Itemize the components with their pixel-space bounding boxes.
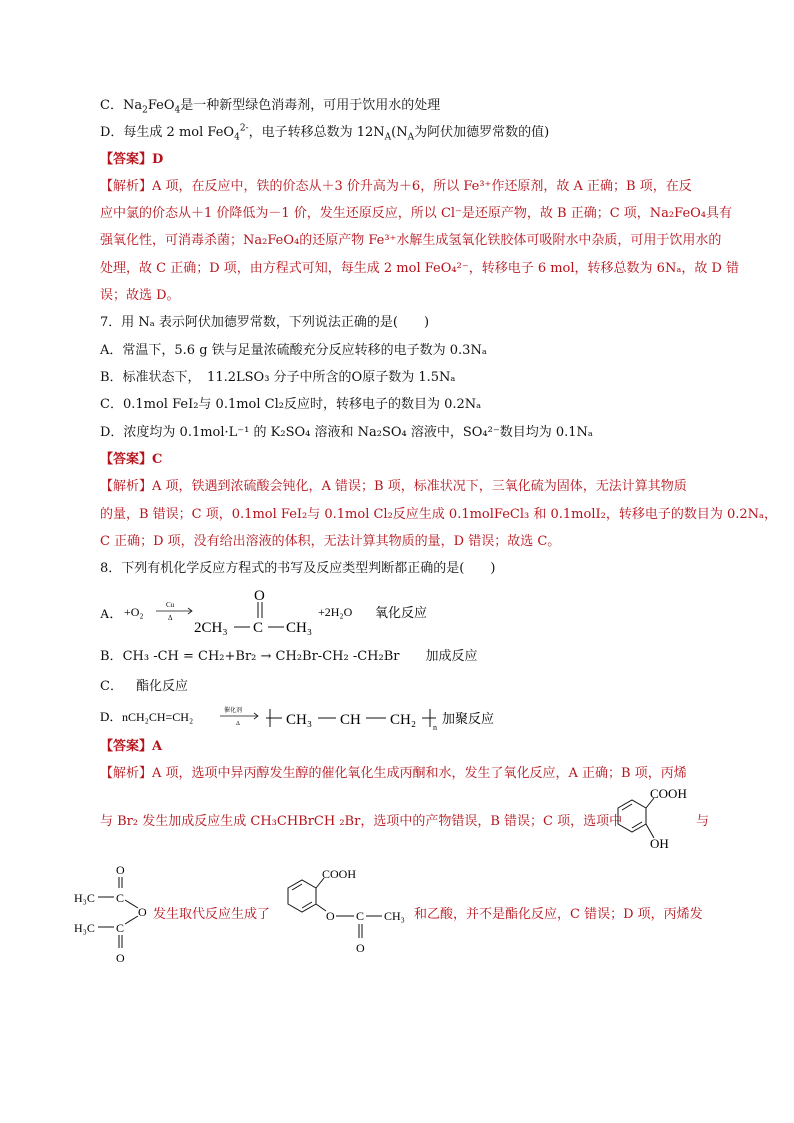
oh-group: OH	[650, 836, 669, 851]
heat-condition: Δ	[236, 721, 240, 727]
q7-option-c: C．0.1mol FeI₂与 0.1mol Cl₂反应时，转移电子的数目为 0.2Nₐ	[100, 397, 482, 412]
q8-stem: 8．下列有机化学反应方程式的书写及反应类型判断都正确的是( )	[100, 561, 496, 576]
option-label: D．	[100, 709, 123, 724]
q8-explanation-line: 【解析】A 项，选项中异丙醇发生醇的催化氧化生成丙酮和水，发生了氧化反应，A 正确；B 项，丙烯	[100, 766, 687, 781]
acetone-left: 2CH₃	[194, 620, 228, 636]
option-label: A．	[100, 606, 123, 621]
q6-explanation-line: 强氧化性，可消毒杀菌；Na₂FeO₄的还原产物 Fe³⁺水解生成氢氧化铁胶体可吸附水中杂质，可用于饮用水的	[100, 233, 722, 248]
acetic-anhydride-structure	[70, 858, 160, 968]
propene-reactant: nCH₂CH=CH₂	[122, 710, 194, 724]
carbonyl-oxygen: O	[254, 588, 265, 604]
q7-explanation-line: C 正确；D 项，没有给出溶液的体积，无法计算其物质的量，D 错误；故选 C。	[100, 534, 561, 549]
reaction-type: 加聚反应	[442, 711, 495, 726]
benzene-ring	[288, 880, 316, 912]
q7-stem: 7．用 Nₐ 表示阿伏加德罗常数，下列说法正确的是( )	[100, 315, 430, 330]
oxygen-bottom: O	[116, 951, 125, 965]
q7-option-d: D．浓度均为 0.1mol·L⁻¹ 的 K₂SO₄ 溶液和 Na₂SO₄ 溶液中，SO₄²⁻数目均为 0.1Nₐ	[100, 425, 593, 440]
q7-option-b: B．标准状态下， 11.2LSO₃ 分子中所含的O原子数为 1.5Nₐ	[100, 370, 456, 385]
carbon-bottom: C	[116, 921, 125, 935]
methyl: CH₃	[384, 909, 405, 923]
carbon-top: C	[116, 891, 125, 905]
q8-option-a-equation	[100, 586, 460, 638]
q7-explanation-line: 【解析】A 项，铁遇到浓硫酸会钝化，A 错误；B 项，标准状况下，三氧化硫为固体，无法计算其物质	[100, 479, 687, 494]
methyl-top: H₃C	[74, 891, 95, 905]
condition-top: Cu	[166, 601, 175, 609]
q6-explanation-line: 应中氯的价态从＋1 价降低为－1 价，发生还原反应，所以 Cl⁻是还原产物，故 B 正确；C 项，Na₂FeO₄具有	[100, 206, 733, 221]
q7-explanation-line: 的量，B 错误；C 项，0.1mol FeI₂与 0.1mol Cl₂反应生成 0.1molFeCl₃ 和 0.1molI₂，转移电子的数目为 0.2Nₐ，	[100, 507, 778, 522]
condition-bottom: Δ	[168, 614, 173, 622]
cooh-group: COOH	[322, 867, 357, 881]
q6-explanation-line: 【解析】A 项，在反应中，铁的价态从＋3 价升高为＋6，所以 Fe³⁺作还原剂，故 A 正确；B 项，在反	[100, 179, 692, 194]
acetone-right: CH₃	[286, 620, 313, 636]
oxygen-reactant: +O₂	[124, 605, 144, 619]
catalyst-condition: 催化剂	[224, 708, 243, 714]
polymer-n: n	[433, 723, 437, 732]
salicylic-acid-structure	[596, 786, 696, 854]
q8-answer: 【答案】A	[100, 739, 163, 754]
q6-option-c: C．$Na_2FeO_4$是一种新型绿色消毒剂，可用于饮用水的处理	[100, 98, 441, 116]
carbonyl-carbon: C	[253, 620, 264, 636]
q8-explanation-text: 发生取代反应生成了	[153, 907, 271, 922]
q8-option-d-equation	[100, 703, 520, 733]
water-product: +2H₂O	[318, 605, 353, 619]
aspirin-structure	[276, 864, 416, 964]
benzene-ring	[618, 800, 646, 832]
monomer-ch2: CH₂	[390, 712, 417, 728]
q8-option-b: B．CH₃ -CH = CH₂+Br₂ → CH₂Br-CH₂ -CH₂Br 加成反应	[100, 649, 478, 664]
ester-oxygen: O	[326, 909, 335, 923]
monomer-ch3: CH₃	[286, 712, 313, 728]
oxygen-top: O	[116, 863, 125, 877]
q8-explanation-text: 与	[696, 814, 710, 829]
q6-answer: 【答案】D	[100, 152, 164, 167]
cooh-group: COOH	[650, 786, 687, 801]
q8-explanation-text: 和乙酸，并不是酯化反应，C 错误；D 项，丙烯发	[414, 907, 703, 922]
monomer-ch: CH	[340, 712, 361, 728]
reaction-type: 氧化反应	[375, 605, 428, 620]
q6-option-d: D．每生成 2 mol FeO$_4^{2-}$，电子转移总数为 $12N_A(N_A$为阿伏加德罗常数的值)	[100, 123, 550, 143]
q8-explanation-line: 与 Br₂ 发生加成反应生成 CH₃CHBrCH ₂Br，选项中的产物错误，B 错误；C 项，选项中	[100, 814, 623, 829]
q7-option-a: A．常温下，5.6 g 铁与足量浓硫酸充分反应转移的电子数为 0.3Nₐ	[100, 343, 487, 358]
carbonyl-carbon: C	[356, 909, 365, 923]
q6-explanation-line: 处理，故 C 正确；D 项，由方程式可知，每生成 2 mol FeO₄²⁻，转移电子 6 mol，转移总数为 6Nₐ，故 D 错	[100, 261, 740, 276]
q7-answer: 【答案】C	[100, 452, 163, 467]
carbonyl-oxygen: O	[356, 941, 365, 955]
q8-option-c: C． 酯化反应	[100, 679, 188, 694]
bridge-oxygen: O	[138, 905, 147, 919]
methyl-bottom: H₃C	[74, 921, 95, 935]
q6-explanation-line: 误；故选 D。	[100, 288, 180, 303]
